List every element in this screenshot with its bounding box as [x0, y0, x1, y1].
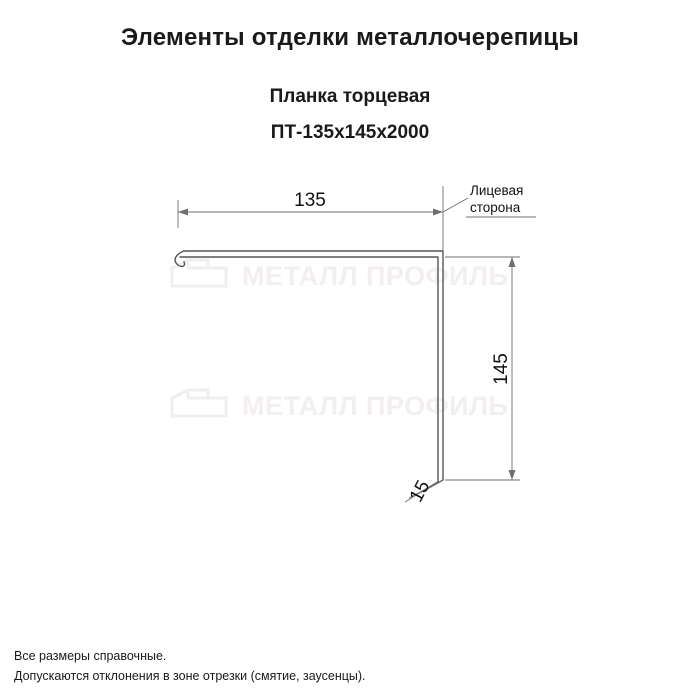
- note-line-2: Допускаются отклонения в зоне отрезки (смятие, заусенцы).: [14, 668, 366, 683]
- product-code: ПТ-135х145х2000: [270, 122, 430, 143]
- page-title: Элементы отделки металлочерепицы: [120, 24, 580, 51]
- callout-line2: сторона: [470, 200, 521, 215]
- dimension-height-label: 145: [491, 353, 512, 385]
- dimension-flange-label: 15: [405, 477, 435, 506]
- dimension-width-label: 135: [294, 190, 326, 211]
- technical-drawing: [0, 150, 700, 570]
- callout-line1: Лицевая: [470, 183, 524, 198]
- note-line-1: Все размеры справочные.: [14, 649, 167, 664]
- footer-notes: [14, 647, 366, 686]
- watermark-text: МЕТАЛЛ ПРОФИЛЬ: [242, 390, 509, 421]
- product-name: Планка торцевая: [269, 86, 431, 107]
- watermark-text: МЕТАЛЛ ПРОФИЛЬ: [242, 260, 509, 291]
